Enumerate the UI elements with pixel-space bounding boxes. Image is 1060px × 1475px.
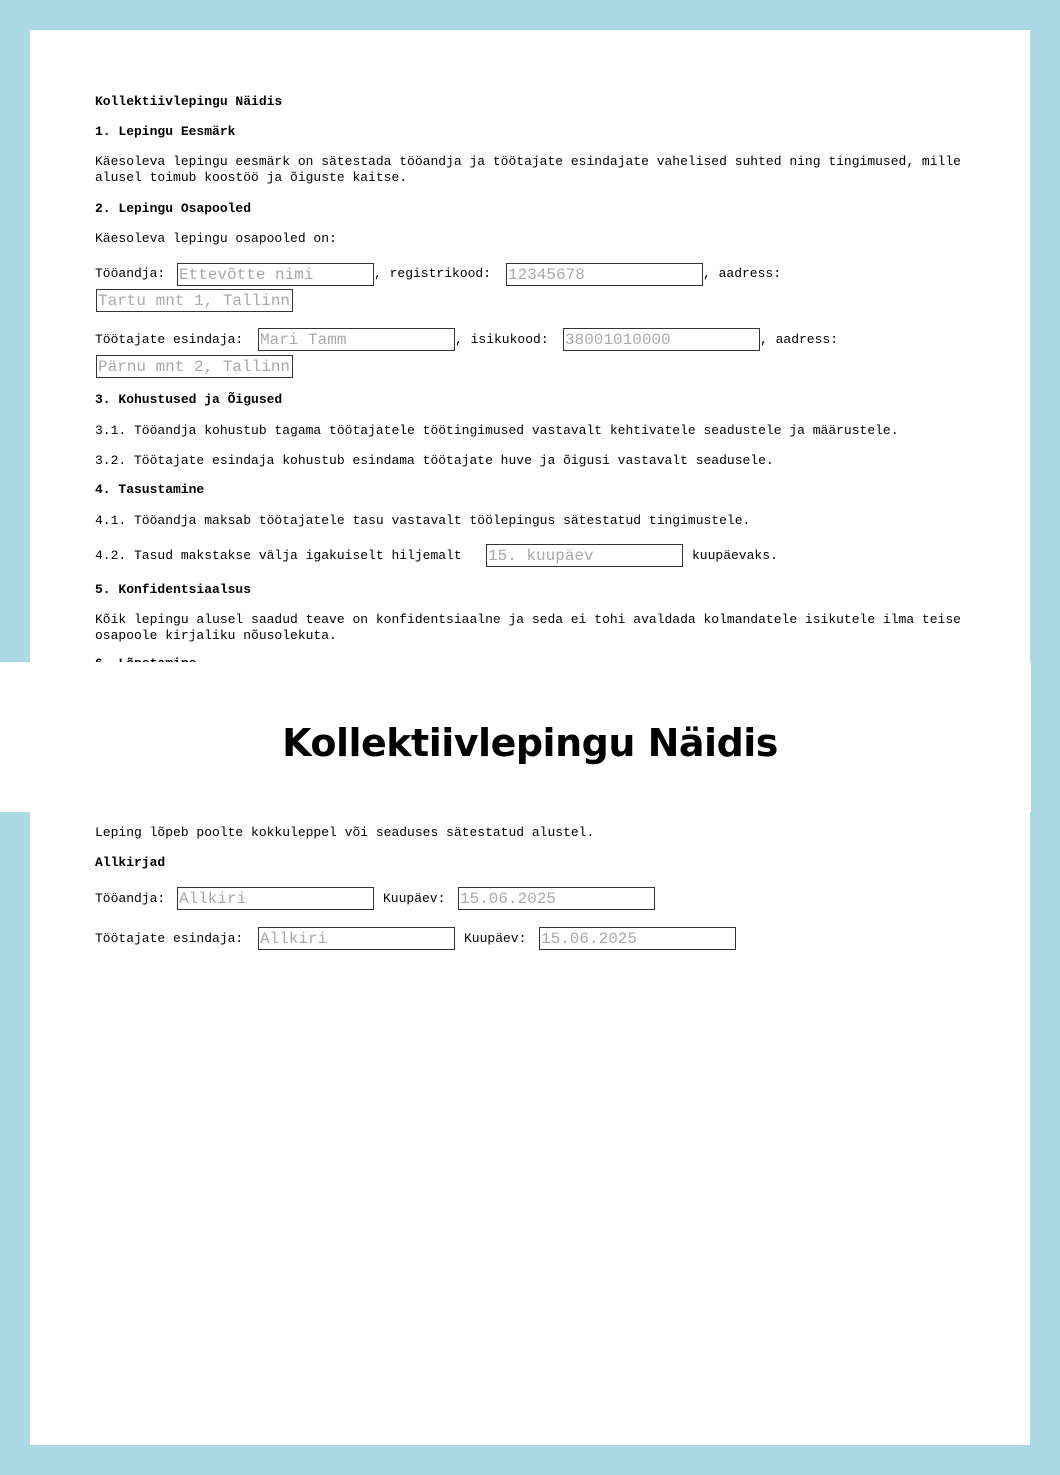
rep-label: Töötajate esindaja:	[95, 332, 244, 347]
employer-address-label: , aadress:	[703, 266, 782, 281]
sig-employer-date-input[interactable]	[458, 887, 655, 910]
section-1-text: Käesoleva lepingu eesmärk on sätestada tööandja ja töötajate esindajate vahelised suhted ning tingimused, mille alusel toimub koostöö ja õiguste kaitse.	[95, 154, 961, 185]
section-2-intro: Käesoleva lepingu osapooled on:	[95, 231, 337, 246]
employer-name-input[interactable]	[177, 263, 374, 286]
section-5-heading: 5. Konfidentsiaalsus	[95, 582, 252, 597]
section-3-2-text: 3.2. Töötajate esindaja kohustub esindama töötajate huve ja õigusi vastavalt seadusele.	[95, 453, 774, 468]
section-6-text: Leping lõpeb poolte kokkuleppel või seaduses sätestatud alustel.	[95, 825, 595, 840]
sig-rep-date-label: Kuupäev:	[464, 931, 527, 946]
section-1-heading: 1. Lepingu Eesmärk	[95, 124, 236, 139]
regcode-input[interactable]	[506, 263, 703, 286]
sig-employer-input[interactable]	[177, 887, 374, 910]
rep-name-input[interactable]	[258, 328, 455, 351]
sig-rep-label: Töötajate esindaja:	[95, 931, 244, 946]
section-5-text: Kõik lepingu alusel saadud teave on konfidentsiaalne ja seda ei tohi avaldada kolmandatele isikutele ilma teise osapoole kirjaliku nõusolekuta.	[95, 612, 961, 643]
section-3-1-text: 3.1. Tööandja kohustub tagama töötajatele töötingimused vastavalt kehtivatele seadustele ja määrustele.	[95, 423, 899, 438]
section-6-heading-clipped	[95, 655, 395, 662]
section-4-2-prefix: 4.2. Tasud makstakse välja igakuiselt hiljemalt	[95, 548, 462, 563]
section-4-2-suffix: kuupäevaks.	[692, 548, 778, 563]
overlay-title: Kollektiivlepingu Näidis	[282, 721, 778, 765]
sig-rep-input[interactable]	[258, 927, 455, 950]
sig-rep-date-input[interactable]	[539, 927, 736, 950]
employer-address-input[interactable]	[96, 289, 293, 312]
section-4-1-text: 4.1. Tööandja maksab töötajatele tasu vastavalt töölepingus sätestatud tingimustele.	[95, 513, 751, 528]
employer-label: Tööandja:	[95, 266, 166, 281]
section-2-heading: 2. Lepingu Osapooled	[95, 201, 252, 216]
idcode-label: , isikukood:	[455, 332, 549, 347]
rep-address-input[interactable]	[96, 355, 293, 378]
section-3-heading: 3. Kohustused ja Õigused	[95, 392, 283, 407]
document-title: Kollektiivlepingu Näidis	[95, 94, 283, 109]
sig-employer-date-label: Kuupäev:	[383, 891, 446, 906]
regcode-label: , registrikood:	[374, 266, 492, 281]
payday-input[interactable]	[486, 544, 683, 567]
section-4-heading: 4. Tasustamine	[95, 482, 205, 497]
rep-address-label: , aadress:	[760, 332, 839, 347]
idcode-input[interactable]	[563, 328, 760, 351]
signatures-heading: Allkirjad	[95, 855, 166, 870]
sig-employer-label: Tööandja:	[95, 891, 166, 906]
